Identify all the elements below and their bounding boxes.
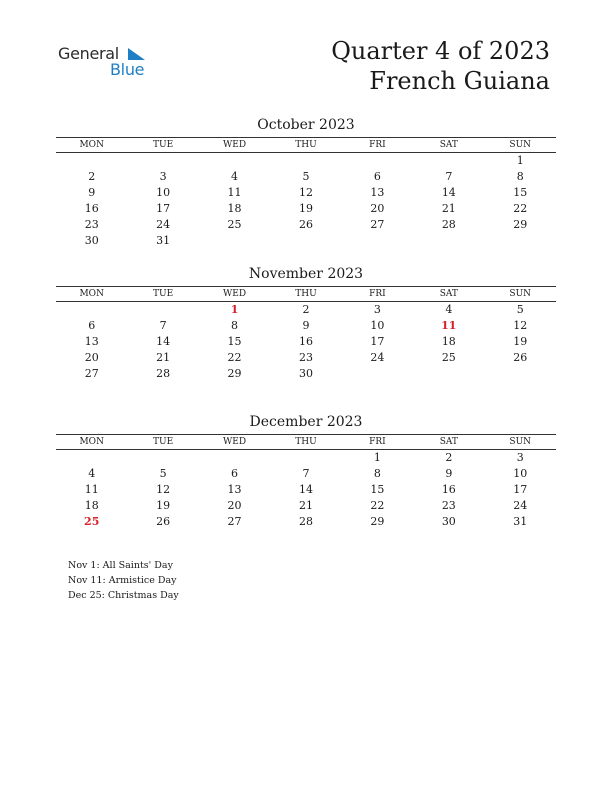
day-cell: 11 — [84, 483, 99, 496]
empty-day-cell — [270, 233, 341, 249]
holiday-day-cell: 11 — [441, 319, 457, 332]
week-row — [56, 482, 556, 498]
week-row — [56, 302, 556, 318]
empty-day-cell — [342, 366, 413, 382]
day-cell: 25 — [227, 218, 242, 231]
day-cell: 8 — [516, 170, 524, 183]
day-cell: 30 — [84, 234, 99, 247]
day-cell: 23 — [84, 218, 99, 231]
weekday-label: TUE — [153, 437, 174, 447]
day-cell: 9 — [88, 186, 96, 199]
day-cell: 22 — [227, 351, 242, 364]
week-row — [56, 233, 556, 249]
day-cell: 26 — [156, 515, 171, 528]
day-cell: 20 — [227, 499, 242, 512]
day-cell: 5 — [516, 303, 524, 316]
weekday-label: FRI — [369, 437, 386, 447]
day-cell: 11 — [227, 186, 242, 199]
weekday-label: WED — [223, 437, 247, 447]
week-row — [56, 450, 556, 466]
weekday-header-row — [56, 137, 556, 153]
generalblue-logo — [58, 44, 158, 84]
empty-day-cell — [199, 450, 270, 466]
day-cell: 14 — [298, 483, 313, 496]
day-cell: 25 — [441, 351, 456, 364]
day-cell: 17 — [156, 202, 171, 215]
day-cell: 28 — [441, 218, 456, 231]
day-cell: 19 — [513, 335, 528, 348]
day-cell: 9 — [445, 467, 453, 480]
day-cell: 16 — [298, 335, 313, 348]
day-cell: 18 — [227, 202, 242, 215]
logo-text-blue: Blue — [110, 60, 145, 79]
day-cell: 21 — [156, 351, 171, 364]
empty-day-cell — [270, 450, 341, 466]
day-cell: 2 — [302, 303, 310, 316]
day-cell: 5 — [159, 467, 167, 480]
day-cell: 10 — [156, 186, 171, 199]
day-cell: 4 — [231, 170, 239, 183]
title-quarter: Quarter 4 of 2023 — [331, 37, 550, 65]
page-title — [331, 36, 550, 96]
empty-day-cell — [342, 153, 413, 169]
day-cell: 21 — [298, 499, 313, 512]
title-region: French Guiana — [369, 67, 550, 95]
weekday-label: TUE — [153, 289, 174, 299]
day-cell: 26 — [513, 351, 528, 364]
day-cell: 29 — [227, 367, 242, 380]
empty-day-cell — [56, 450, 127, 466]
day-cell: 23 — [441, 499, 456, 512]
day-cell: 24 — [513, 499, 528, 512]
day-cell: 14 — [156, 335, 171, 348]
empty-day-cell — [199, 153, 270, 169]
month-calendar-december — [56, 413, 556, 530]
day-cell: 29 — [370, 515, 385, 528]
weekday-label: SAT — [439, 140, 458, 150]
weekday-label: FRI — [369, 289, 386, 299]
empty-day-cell — [127, 153, 198, 169]
day-cell: 10 — [513, 467, 528, 480]
weekday-label: MON — [79, 437, 104, 447]
day-cell: 6 — [373, 170, 381, 183]
month-title: October 2023 — [257, 117, 355, 133]
weekday-label: TUE — [153, 140, 174, 150]
week-row — [56, 201, 556, 217]
empty-day-cell — [485, 366, 556, 382]
day-cell: 6 — [88, 319, 96, 332]
month-title: December 2023 — [249, 414, 363, 430]
day-cell: 29 — [513, 218, 528, 231]
week-row — [56, 498, 556, 514]
day-cell: 3 — [159, 170, 167, 183]
day-cell: 8 — [231, 319, 239, 332]
day-cell: 12 — [156, 483, 171, 496]
day-cell: 28 — [156, 367, 171, 380]
day-cell: 13 — [370, 186, 385, 199]
day-cell: 13 — [84, 335, 99, 348]
week-row — [56, 366, 556, 382]
day-cell: 8 — [373, 467, 381, 480]
holiday-notes — [68, 558, 179, 603]
weekday-label: WED — [223, 140, 247, 150]
day-cell: 1 — [516, 154, 524, 167]
day-cell: 4 — [88, 467, 96, 480]
day-cell: 22 — [370, 499, 385, 512]
day-cell: 18 — [441, 335, 456, 348]
week-row — [56, 514, 556, 530]
week-row — [56, 350, 556, 366]
day-cell: 15 — [370, 483, 385, 496]
day-cell: 30 — [441, 515, 456, 528]
day-cell: 7 — [159, 319, 167, 332]
day-cell: 27 — [84, 367, 99, 380]
holiday-note: Nov 11: Armistice Day — [68, 575, 177, 586]
day-cell: 14 — [441, 186, 456, 199]
empty-day-cell — [413, 153, 484, 169]
day-cell: 27 — [227, 515, 242, 528]
day-cell: 23 — [298, 351, 313, 364]
day-cell: 4 — [445, 303, 453, 316]
week-row — [56, 169, 556, 185]
day-cell: 30 — [298, 367, 313, 380]
weekday-header-row — [56, 286, 556, 302]
day-cell: 3 — [373, 303, 381, 316]
day-cell: 16 — [84, 202, 99, 215]
day-cell: 20 — [84, 351, 99, 364]
weekday-label: SAT — [439, 437, 458, 447]
week-row — [56, 185, 556, 201]
day-cell: 7 — [445, 170, 453, 183]
day-cell: 9 — [302, 319, 310, 332]
weekday-label: SUN — [509, 289, 532, 299]
logo-text-general: General — [58, 44, 119, 63]
day-cell: 24 — [370, 351, 385, 364]
holiday-day-cell: 25 — [84, 515, 100, 528]
empty-day-cell — [342, 233, 413, 249]
day-cell: 19 — [156, 499, 171, 512]
day-cell: 6 — [231, 467, 239, 480]
day-cell: 12 — [298, 186, 313, 199]
day-cell: 26 — [298, 218, 313, 231]
week-row — [56, 217, 556, 233]
day-cell: 1 — [373, 451, 381, 464]
empty-day-cell — [127, 450, 198, 466]
day-cell: 31 — [156, 234, 171, 247]
day-cell: 13 — [227, 483, 242, 496]
weekday-label: THU — [295, 289, 317, 299]
day-cell: 28 — [298, 515, 313, 528]
weekday-label: MON — [79, 289, 104, 299]
day-cell: 19 — [298, 202, 313, 215]
empty-day-cell — [485, 233, 556, 249]
day-cell: 20 — [370, 202, 385, 215]
week-row — [56, 318, 556, 334]
weekday-label: FRI — [369, 140, 386, 150]
day-cell: 17 — [370, 335, 385, 348]
holiday-note: Dec 25: Christmas Day — [68, 590, 179, 601]
weekday-label: THU — [295, 140, 317, 150]
day-cell: 15 — [513, 186, 528, 199]
day-cell: 5 — [302, 170, 310, 183]
weekday-label: MON — [79, 140, 104, 150]
day-cell: 17 — [513, 483, 528, 496]
day-cell: 7 — [302, 467, 310, 480]
holiday-day-cell: 1 — [230, 303, 239, 316]
weekday-label: WED — [223, 289, 247, 299]
weekday-label: SAT — [439, 289, 458, 299]
empty-day-cell — [56, 302, 127, 318]
day-cell: 16 — [441, 483, 456, 496]
day-cell: 12 — [513, 319, 528, 332]
day-cell: 24 — [156, 218, 171, 231]
empty-day-cell — [127, 302, 198, 318]
empty-day-cell — [199, 233, 270, 249]
empty-day-cell — [56, 153, 127, 169]
weekday-label: SUN — [509, 437, 532, 447]
day-cell: 22 — [513, 202, 528, 215]
day-cell: 27 — [370, 218, 385, 231]
weekday-label: THU — [295, 437, 317, 447]
week-row — [56, 466, 556, 482]
weekday-label: SUN — [509, 140, 532, 150]
empty-day-cell — [413, 366, 484, 382]
month-calendar-october — [56, 116, 556, 249]
logo-triangle-icon — [126, 47, 146, 61]
day-cell: 18 — [84, 499, 99, 512]
empty-day-cell — [270, 153, 341, 169]
week-row — [56, 153, 556, 169]
holiday-note: Nov 1: All Saints' Day — [68, 560, 173, 571]
day-cell: 15 — [227, 335, 242, 348]
day-cell: 21 — [441, 202, 456, 215]
day-cell: 3 — [516, 451, 524, 464]
weekday-header-row — [56, 434, 556, 450]
empty-day-cell — [413, 233, 484, 249]
day-cell: 31 — [513, 515, 528, 528]
month-calendar-november — [56, 265, 556, 382]
week-row — [56, 334, 556, 350]
day-cell: 2 — [445, 451, 453, 464]
day-cell: 2 — [88, 170, 96, 183]
month-title: November 2023 — [248, 266, 364, 282]
day-cell: 10 — [370, 319, 385, 332]
